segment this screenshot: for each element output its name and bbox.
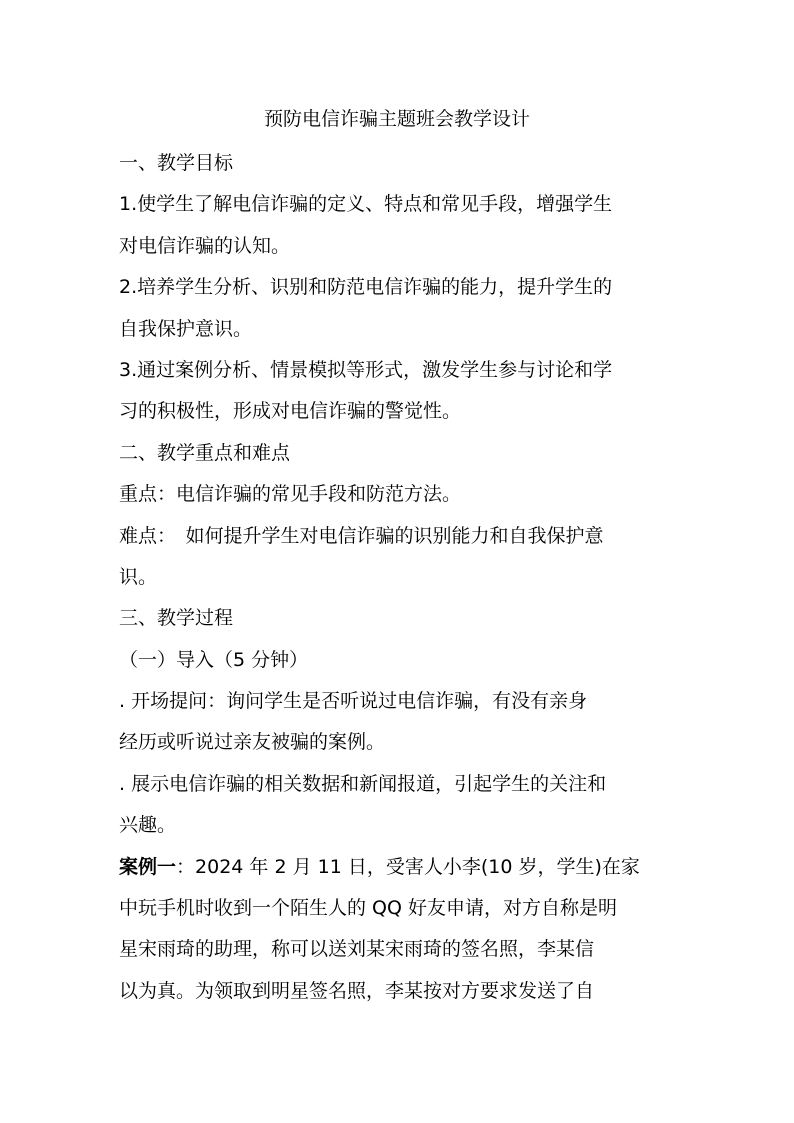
paragraph-line: 对电信诈骗的认知。 <box>119 234 291 257</box>
section-heading-goals: 一、教学目标 <box>119 152 234 174</box>
section-heading-process: 三、教学过程 <box>119 607 234 630</box>
paragraph-line: 2.培养学生分析、识别和防范电信诈骗的能力，提升学生的 <box>119 276 613 299</box>
paragraph-line: 1.使学生了解电信诈骗的定义、特点和常见手段，增强学生 <box>119 193 613 216</box>
case-line: 中玩手机时收到一个陌生人的 QQ 好友申请，对方自称是明 <box>119 897 617 920</box>
case-text: ：2024 年 2 月 11 日，受害人小李(10 岁，学生)在家 <box>176 855 640 878</box>
paragraph-line: 难点： 如何提升学生对电信诈骗的识别能力和自我保护意 <box>119 524 604 547</box>
paragraph-line: 3.通过案例分析、情景模拟等形式，激发学生参与讨论和学 <box>119 358 613 381</box>
subsection-heading-intro: （一）导入（5 分钟） <box>119 648 309 671</box>
case-line: 星宋雨琦的助理，称可以送刘某宋雨琦的签名照，李某信 <box>119 938 595 961</box>
paragraph-line: 自我保护意识。 <box>119 317 253 340</box>
paragraph-line: . 开场提问：询问学生是否听说过电信诈骗，有没有亲身 <box>119 690 588 713</box>
case-line <box>119 847 679 888</box>
paragraph-line: . 展示电信诈骗的相关数据和新闻报道，引起学生的关注和 <box>119 772 607 795</box>
paragraph-line: 经历或听说过亲友被骗的案例。 <box>119 731 386 754</box>
paragraph-line: 识。 <box>119 565 158 588</box>
paragraph-line: 重点：电信诈骗的常见手段和防范方法。 <box>119 483 462 506</box>
case-label: 案例一 <box>119 855 177 878</box>
paragraph-line: 兴趣。 <box>119 814 177 837</box>
document-body <box>119 143 679 1012</box>
document-title: 预防电信诈骗主题班会教学设计 <box>263 108 530 130</box>
case-line: 以为真。为领取到明星签名照，李某按对方要求发送了自 <box>119 979 595 1002</box>
paragraph-line: 习的积极性，形成对电信诈骗的警觉性。 <box>119 400 462 423</box>
section-heading-key-points: 二、教学重点和难点 <box>119 441 291 464</box>
